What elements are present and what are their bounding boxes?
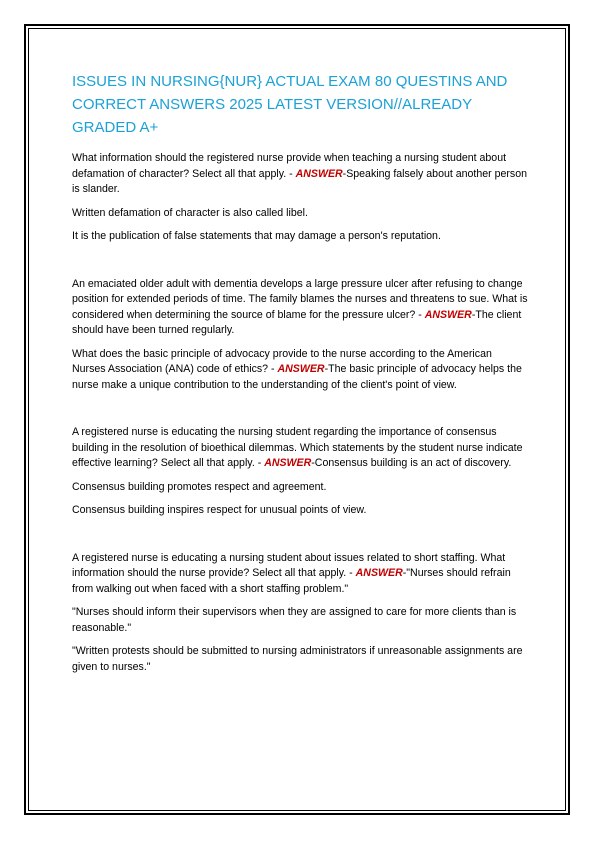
question-paragraph-4 xyxy=(72,425,528,472)
answer-label: ANSWER xyxy=(264,457,312,469)
answer-label: ANSWER xyxy=(424,308,472,321)
answer-line: "Nurses should inform their supervisors when they are assigned to care for more clients than is reasonable." xyxy=(72,606,517,634)
answer-label: ANSWER xyxy=(295,167,343,180)
answer-prefix: - xyxy=(415,308,425,321)
document-title: ISSUES IN NURSING{NUR} ACTUAL EXAM 80 QUESTINS AND CORRECT ANSWERS 2025 LATEST VERSION//ALREADY GRADED A+ xyxy=(72,73,508,136)
answer-text: -Consensus building is an act of discovery. xyxy=(311,457,512,469)
answer-line: Consensus building promotes respect and agreement. xyxy=(72,480,327,493)
document-content xyxy=(72,70,528,683)
answer-line: Written defamation of character is also called libel. xyxy=(72,206,308,219)
answer-text: -The basic principle of advocacy helps the nurse make a unique contribution to the understanding of the client's point of view. xyxy=(72,363,522,391)
answer-prefix: - xyxy=(346,567,356,579)
question-text: An emaciated older adult with dementia develops a large pressure ulcer after refusing to change position for extended periods of time. The family blames the nurses and threatens to sue. What is considered when determining the source of blame for the pressure ulcer? xyxy=(72,277,528,321)
question-text: What does the basic principle of advocacy provide to the nurse according to the American Nurses Association (ANA) code of ethics? xyxy=(72,347,492,375)
question-text: A registered nurse is educating the nursing student regarding the importance of consensus building in the resolution of bioethical dilemmas. Which statements by the student nurse indicate effective learning? Select all that apply. xyxy=(72,426,523,469)
question-paragraph-2 xyxy=(72,277,528,339)
question-paragraph-3 xyxy=(72,347,528,394)
question-paragraph-5 xyxy=(72,551,528,598)
section-spacer xyxy=(72,401,528,425)
answer-prefix: - xyxy=(268,363,278,375)
section-spacer xyxy=(72,253,528,277)
section-spacer xyxy=(72,527,528,551)
question-text: A registered nurse is educating a nursing student about issues related to short staffing. What information should the nurse provide? Select all that apply. xyxy=(72,551,506,579)
answer-label: ANSWER xyxy=(277,363,325,375)
answer-text: -Speaking falsely about another person is slander. xyxy=(72,167,528,195)
answer-text: -"Nurses should refrain from walking out when faced with a short staffing problem." xyxy=(72,567,511,595)
answer-line: "Written protests should be submitted to nursing administrators if unreasonable assignments are given to nurses." xyxy=(72,645,523,673)
answer-label: ANSWER xyxy=(355,567,403,579)
answer-line: It is the publication of false statements that may damage a person's reputation. xyxy=(72,230,441,242)
answer-line: Consensus building inspires respect for unusual points of view. xyxy=(72,504,367,516)
answer-text: -The client should have been turned regularly. xyxy=(72,308,522,336)
answer-prefix: - xyxy=(254,457,265,469)
question-text: What information should the registered nurse provide when teaching a nursing student about defamation of character? Select all that apply. xyxy=(72,152,507,180)
answer-prefix: - xyxy=(286,167,296,180)
question-paragraph-1 xyxy=(72,151,528,198)
